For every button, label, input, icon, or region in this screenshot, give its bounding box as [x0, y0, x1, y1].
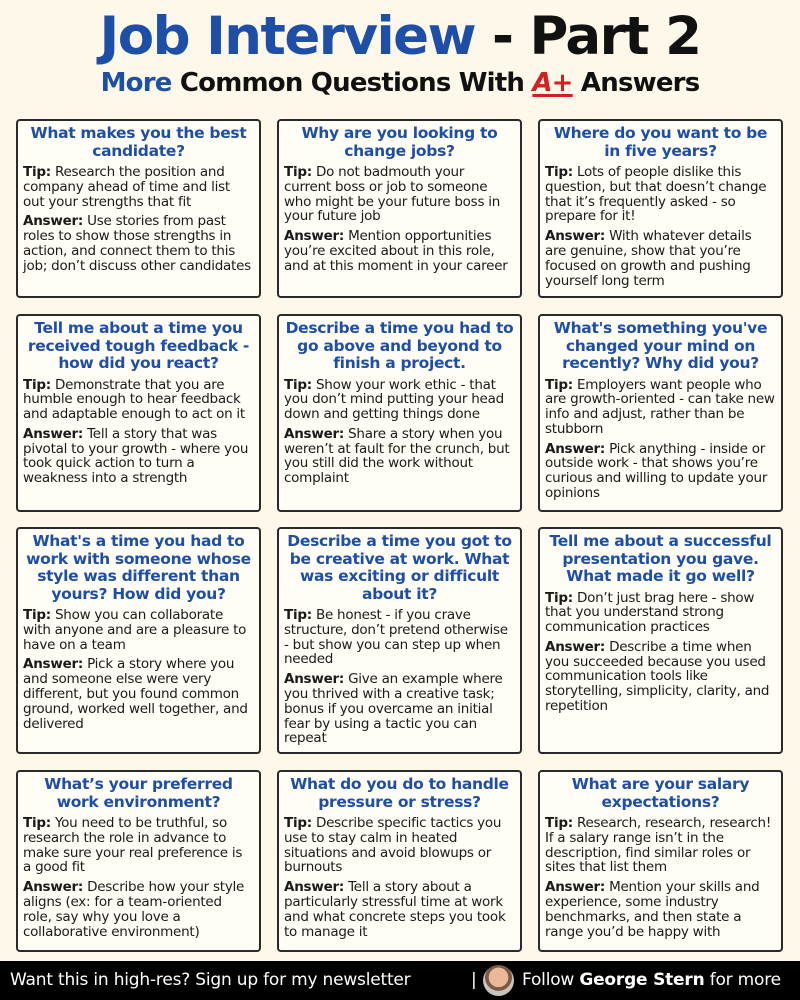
- tip-text: Be honest - if you crave structure, don’t pretend otherwise - but show you can step up when needed: [284, 607, 508, 668]
- tip-label: Tip:: [284, 376, 312, 393]
- title-black-part: - Part 2: [475, 6, 701, 67]
- tip-text: You need to be truthful, so research the role in advance to make sure your real preference is a good fit: [23, 815, 243, 876]
- answer-label: Answer:: [284, 879, 345, 896]
- tip-label: Tip:: [23, 607, 51, 623]
- follow-author-link[interactable]: [522, 961, 781, 1000]
- tip-label: Tip:: [284, 164, 312, 180]
- card-tip: [284, 608, 515, 667]
- tip-label: Tip:: [545, 815, 573, 831]
- card-question: Describe a time you had to go above and beyond to finish a project.: [285, 319, 514, 372]
- card-question: What's something you've changed your mind on recently? Why did you?: [553, 319, 768, 372]
- author-avatar: [483, 965, 514, 996]
- question-card-12: [538, 770, 783, 952]
- question-card-2: [277, 119, 522, 298]
- card-answer: [284, 672, 515, 746]
- tip-text: Research the position and company ahead of time and list out your strengths that fit: [23, 164, 230, 210]
- question-card-10: [16, 770, 261, 952]
- card-tip: [284, 816, 515, 875]
- author-name: George Stern: [579, 970, 705, 990]
- answer-label: Answer:: [23, 213, 84, 230]
- card-question: Why are you looking to change jobs?: [301, 124, 498, 160]
- answer-text: Mention opportunities you’re excited about in this role, and at this moment in your career: [284, 228, 508, 274]
- tip-label: Tip:: [545, 589, 573, 606]
- tip-label: Tip:: [545, 376, 573, 393]
- answer-label: Answer:: [545, 440, 606, 457]
- card-tip: [23, 816, 254, 875]
- card-answer: [545, 640, 776, 714]
- card-tip: [23, 378, 254, 422]
- footer-separator: |: [471, 970, 477, 990]
- card-answer: [545, 880, 776, 939]
- page-title: [0, 2, 800, 72]
- answer-text: Pick a story where you and someone else were very different, but you found common ground, worked well together, and delivered: [23, 656, 248, 732]
- tip-text: Show your work ethic - that you don’t mind putting your head down and getting things done: [284, 376, 504, 423]
- card-answer: [284, 229, 515, 273]
- answer-text: With whatever details are genuine, show that you’re focused on growth and pushing yourself long term: [545, 228, 752, 289]
- card-question: Where do you want to be in five years?: [553, 124, 768, 160]
- card-question: What are your salary expectations?: [571, 775, 750, 811]
- question-card-6: [538, 314, 783, 512]
- answer-label: Answer:: [284, 228, 345, 245]
- answer-label: Answer:: [545, 228, 606, 245]
- answer-label: Answer:: [23, 425, 84, 442]
- card-tip: [23, 165, 254, 209]
- answer-text: Tell a story about a particularly stressful time at work and what concrete steps you took to manage it: [284, 879, 506, 940]
- subtitle-blue-part: More: [100, 68, 172, 98]
- follow-prefix: Follow: [522, 970, 580, 990]
- card-answer: [23, 880, 254, 939]
- card-question: Describe a time you got to be creative at work. What was exciting or difficult about it?: [287, 532, 512, 603]
- card-answer: [23, 657, 254, 731]
- subtitle-grade: A+: [532, 68, 573, 98]
- tip-label: Tip:: [23, 815, 51, 831]
- question-card-3: [538, 119, 783, 298]
- card-question: What makes you the best candidate?: [30, 124, 247, 160]
- answer-text: Describe how your style aligns (ex: for a team-oriented role, say why you love a collaborative environment): [23, 879, 245, 940]
- answer-label: Answer:: [545, 638, 606, 655]
- card-answer: [545, 442, 776, 501]
- card-answer: [23, 427, 254, 486]
- answer-text: Tell a story that was pivotal to your growth - where you took quick action to turn a weakness into a strength: [23, 425, 249, 487]
- tip-text: Lots of people dislike this question, but that doesn’t change that it’s frequently asked - so prepare for it!: [545, 164, 767, 225]
- card-tip: [545, 591, 776, 635]
- subtitle-black-part-1: Common Questions With: [171, 68, 533, 98]
- card-answer: [284, 427, 515, 486]
- question-card-1: [16, 119, 261, 298]
- answer-text: Give an example where you thrived with a creative task; bonus if you overcame an initial fear by using a tactic you can repeat: [284, 671, 503, 747]
- card-question: What do you do to handle pressure or stress?: [290, 775, 509, 811]
- question-card-8: [277, 527, 522, 754]
- card-tip: [545, 816, 776, 875]
- card-answer: [284, 880, 515, 939]
- question-card-4: [16, 314, 261, 512]
- tip-label: Tip:: [284, 815, 312, 831]
- question-card-5: [277, 314, 522, 512]
- footer-bar: [0, 961, 800, 1000]
- tip-text: Research, research, research! If a salary range isn’t in the description, find similar roles or sites that list them: [545, 815, 772, 876]
- tip-label: Tip:: [545, 164, 573, 180]
- tip-text: Employers want people who are growth-oriented - can take new info and adjust, rather than be stubborn: [545, 376, 775, 437]
- title-blue-part: Job Interview: [99, 6, 476, 67]
- card-tip: [284, 378, 515, 422]
- card-question: Tell me about a time you received tough feedback - how did you react?: [27, 319, 250, 372]
- answer-label: Answer:: [23, 879, 84, 896]
- page-subtitle: [0, 66, 800, 100]
- tip-text: Describe specific tactics you use to stay calm in heated situations and avoid blowups or burnouts: [284, 815, 502, 876]
- question-card-7: [16, 527, 261, 754]
- card-question: What’s your preferred work environment?: [44, 775, 233, 811]
- tip-label: Tip:: [284, 607, 312, 623]
- answer-label: Answer:: [284, 425, 345, 442]
- newsletter-link[interactable]: Want this in high-res? Sign up for my newsletter: [10, 970, 411, 990]
- tip-label: Tip:: [23, 164, 51, 180]
- tip-text: Show you can collaborate with anyone and are a pleasure to have on a team: [23, 607, 247, 653]
- tip-text: Demonstrate that you are humble enough to hear feedback and adaptable enough to act on it: [23, 376, 245, 423]
- answer-text: Describe a time when you succeeded because you used communication tools like storytelling, simplicity, clarity, and repetition: [545, 638, 770, 715]
- card-answer: [23, 214, 254, 273]
- subtitle-black-part-2: Answers: [572, 68, 700, 98]
- card-tip: [545, 378, 776, 437]
- follow-suffix: for more: [704, 970, 781, 990]
- tip-label: Tip:: [23, 376, 51, 393]
- answer-text: Share a story when you weren’t at fault for the crunch, but you still did the work without complaint: [284, 425, 510, 487]
- card-tip: [284, 165, 515, 224]
- question-card-11: [277, 770, 522, 952]
- card-question: What's a time you had to work with someone whose style was different than yours? How did you?: [26, 532, 251, 603]
- answer-text: Pick anything - inside or outside work - that shows you’re curious and willing to update your opinions: [545, 440, 768, 502]
- answer-label: Answer:: [23, 656, 84, 673]
- answer-text: Mention your skills and experience, some industry benchmarks, and then state a range you’d be happy with: [545, 879, 760, 940]
- answer-text: Use stories from past roles to show those strengths in action, and connect them to this job; don’t discuss other candidates: [23, 213, 251, 274]
- card-tip: [23, 608, 254, 652]
- card-tip: [545, 165, 776, 224]
- answer-label: Answer:: [284, 671, 345, 688]
- tip-text: Don’t just brag here - show that you understand strong communication practices: [545, 589, 755, 636]
- question-card-9: [538, 527, 783, 754]
- card-answer: [545, 229, 776, 288]
- answer-label: Answer:: [545, 879, 606, 896]
- tip-text: Do not badmouth your current boss or job to someone who might be your future boss in your future job: [284, 164, 501, 225]
- card-question: Tell me about a successful presentation you gave. What made it go well?: [549, 532, 772, 585]
